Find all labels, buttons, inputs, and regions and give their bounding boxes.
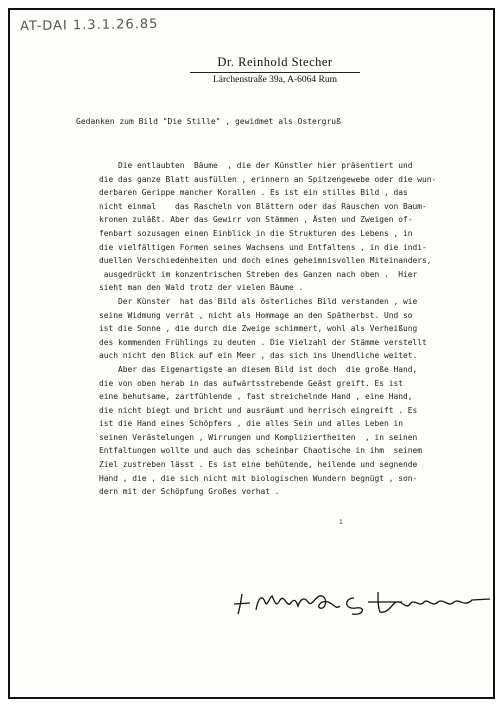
- letterhead-name: Dr. Reinhold Stecher: [217, 55, 333, 69]
- body-line: seinen Verästelungen , Wirrungen und Kompliziertheiten , in seinen: [99, 432, 418, 442]
- body-line: derbaren Gerippe mancher Korallen . Es ist ein stilles Bild , das: [99, 188, 408, 198]
- body-line: Die entlaubten Bäume , die der Künstler hier präsentiert und: [99, 161, 413, 170]
- body-line: auch nicht den Blick auf ein Meer , das sich ins Unendliche weitet.: [99, 351, 418, 361]
- letter-body: [99, 159, 436, 499]
- body-line: Hand , die , die sich nicht mit biologischen Wundern begnügt , son-: [99, 473, 418, 483]
- body-line: die nicht biegt und bricht und ausräumt und herrisch eingreift . Es: [99, 405, 418, 415]
- body-line: duellen Verschiedenheiten und doch eines geheimnisvollen Miteinanders,: [99, 256, 432, 266]
- body-line: seine Widmung verrät , nicht als Hommage an den Spätherbst. Und so: [99, 310, 413, 320]
- page-mark: 1: [339, 519, 343, 526]
- body-line: sieht man den Wald trotz der vielen Bäume .: [99, 283, 304, 293]
- letterhead: [190, 55, 360, 85]
- letterhead-address: Lärchenstraße 39a, A-6064 Rum: [213, 75, 337, 85]
- letterhead-rule: [190, 72, 360, 73]
- body-line: Der Künster hat das Bild als österliches Bild verstanden , wie: [99, 296, 418, 306]
- body-line: ausgedrückt im konzentrischen Streben des Ganzen nach oben . Hier: [99, 269, 418, 279]
- body-line: ist die Hand eines Schöpfers , die alles Sein und alles Leben in: [99, 419, 404, 429]
- archive-stamp: AT-DAI 1.3.1.26.85: [19, 16, 159, 35]
- body-line: die das ganze Blatt ausfüllen , erinnern an Spitzengewebe oder die wun-: [99, 174, 437, 184]
- body-line: Aber das Eigenartigste an diesem Bild ist doch die große Hand,: [99, 364, 418, 374]
- body-line: kronen zuläßt. Aber das Gewirr von Stämmen , Ästen und Zweigen of-: [99, 215, 413, 225]
- body-line: ist die Sonne , die durch die Zweige schimmert, wohl als Verheißung: [99, 324, 418, 334]
- body-line: fenbart sozusagen einen Einblick in die Strukturen des Lebens , in: [99, 228, 413, 238]
- body-line: Entfaltungen wollte und auch das scheinbar Chaotische in ihm seinem: [99, 446, 423, 456]
- body-line: des kommenden Frühlings zu deuten . Die Vielzahl der Stämme verstellt: [99, 337, 427, 347]
- handwritten-signature-icon: [232, 580, 494, 620]
- body-line: Ziel zustreben lässt . Es ist eine behütende, heilende und segnende: [99, 460, 418, 470]
- body-line: eine behutsame, zartfühlende , fast streichelnde Hand , eine Hand,: [99, 392, 413, 402]
- body-line: die von oben herab in das aufwärtsstrebende Geäst greift. Es ist: [99, 378, 404, 388]
- body-line: die vielfältigen Formen seines Wachsens und Entfaltens , in die indi-: [99, 242, 427, 252]
- letter-heading: Gedanken zum Bild "Die Stille" , gewidmet als Ostergruß: [76, 117, 341, 126]
- body-line: dern mit der Schöpfung Großes vorhat .: [99, 487, 280, 497]
- body-line: nicht einmal das Rascheln von Blättern oder das Rauschen von Baum-: [99, 201, 427, 211]
